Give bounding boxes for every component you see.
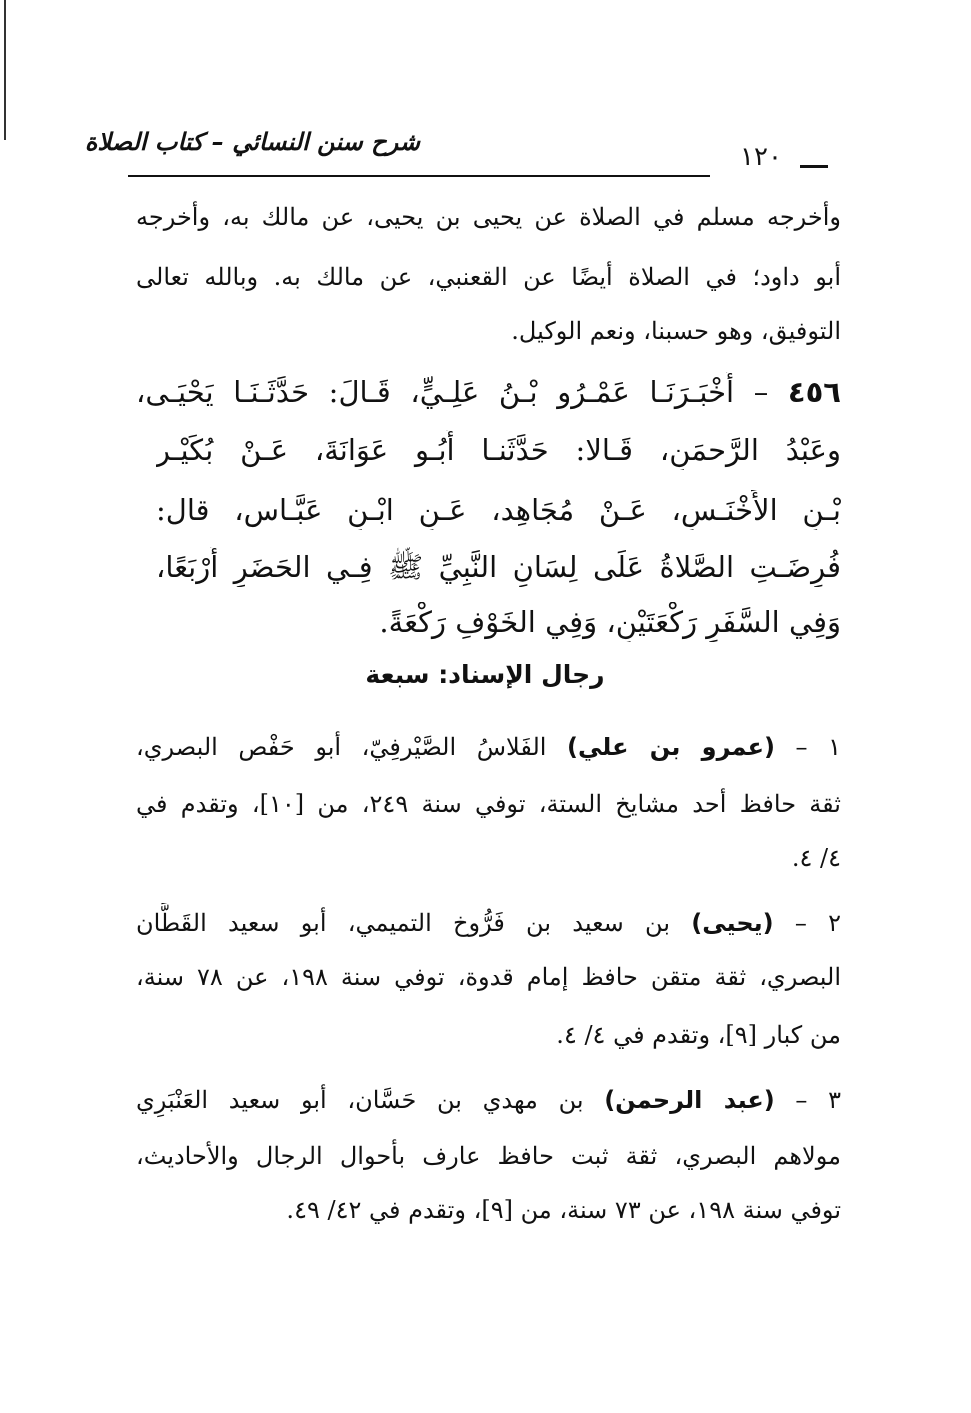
narrator-number: ٢ – [773, 909, 841, 937]
narrator-line [136, 1080, 841, 1120]
narrator-name: (عبد الرحمن) [604, 1086, 775, 1114]
narrator-number: ٣ – [774, 1086, 841, 1114]
narrator-line: من كبار [٩]، وتقدم في ٤/ ٤. [556, 1021, 841, 1049]
narrator-line-text: الفَلاسُ الصَّيْرفِيّ، أبو حَفْص البصري، [136, 733, 568, 761]
hadith-number: ٤٥٦ [787, 375, 841, 409]
hadith-line: وَفِي السَّفَرِ رَكْعَتَيْنِ، وَفِي الخَوْفِ رَكْعَةً. [379, 605, 841, 639]
narrator-line: ثقة حافظ أحد مشايخ الستة، توفي سنة ٢٤٩، من [١٠]، وتقدم في [136, 790, 841, 818]
intro-line: التوفيق، وهو حسبنا، ونعم الوكيل. [511, 317, 841, 345]
section-heading: رجال الإسناد: سبعة [365, 660, 605, 689]
page-number-dash [800, 165, 828, 168]
narrator-line-text: بن مهدي بن حَسَّان، أبو سعيد العَنْبَرِي [136, 1086, 605, 1114]
narrator-line [136, 727, 841, 767]
running-header-title: شرح سنن النسائي – كتاب الصلاة [84, 128, 420, 156]
narrator-line [136, 903, 841, 943]
intro-line: أبو داود؛ في الصلاة أيضًا عن القعنبي، عن مالك به. وبالله تعالى [136, 263, 841, 291]
page-number: ١٢٠ [740, 142, 782, 172]
hadith-line: وعَبْدُ الرَّحمَنِ، قَـالا: حَدَّثَنـا أَبُـو عَوَانَةَ، عَـنْ بُكَيْـر [156, 433, 841, 467]
narrator-name: (يحيى) [691, 909, 774, 937]
narrator-line: مولاهم البصري، ثقة ثبت حافظ عارف بأحوال الرجال والأحاديث، [136, 1142, 841, 1170]
hadith-line [136, 372, 841, 412]
narrator-line: توفي سنة ١٩٨، عن ٧٣ سنة، من [٩]، وتقدم في ٤٢/ ٤٩. [286, 1196, 841, 1224]
scan-edge-line [4, 0, 6, 140]
header-rule [128, 175, 710, 177]
hadith-line: فُرِضَـتِ الصَّلاةُ عَلَى لِسَانِ النَّبِيِّ ﷺ فِـي الحَضَرِ أَرْبَعًا، [156, 550, 841, 584]
intro-line: وأخرجه مسلم في الصلاة عن يحيى بن يحيى، عن مالك به، وأخرجه [136, 203, 841, 231]
narrator-name: (عمرو بن علي) [567, 733, 775, 761]
narrator-line: البصري، ثقة متقن حافظ إمام قدوة، توفي سنة ١٩٨، عن ٧٨ سنة، [136, 963, 841, 991]
narrator-number: ١ – [774, 733, 841, 761]
hadith-line-text: – أَخْبَـرَنَـا عَمْـرُو بْـنُ عَلِـيٍّ، قَـالَ: حَدَّثَـنَـا يَحْيَـى، [136, 375, 769, 409]
narrator-line-text: بن سعيد بن فَرُّوخ التميمي، أبو سعيد القَطَّان [136, 909, 692, 937]
hadith-line: بْـنِ الأَخْنَـسِ، عَـنْ مُجَاهِد، عَـنِ ابْـنِ عَبَّـاس، قال: [156, 493, 841, 527]
narrator-line: ٤/ ٤. [791, 844, 841, 872]
